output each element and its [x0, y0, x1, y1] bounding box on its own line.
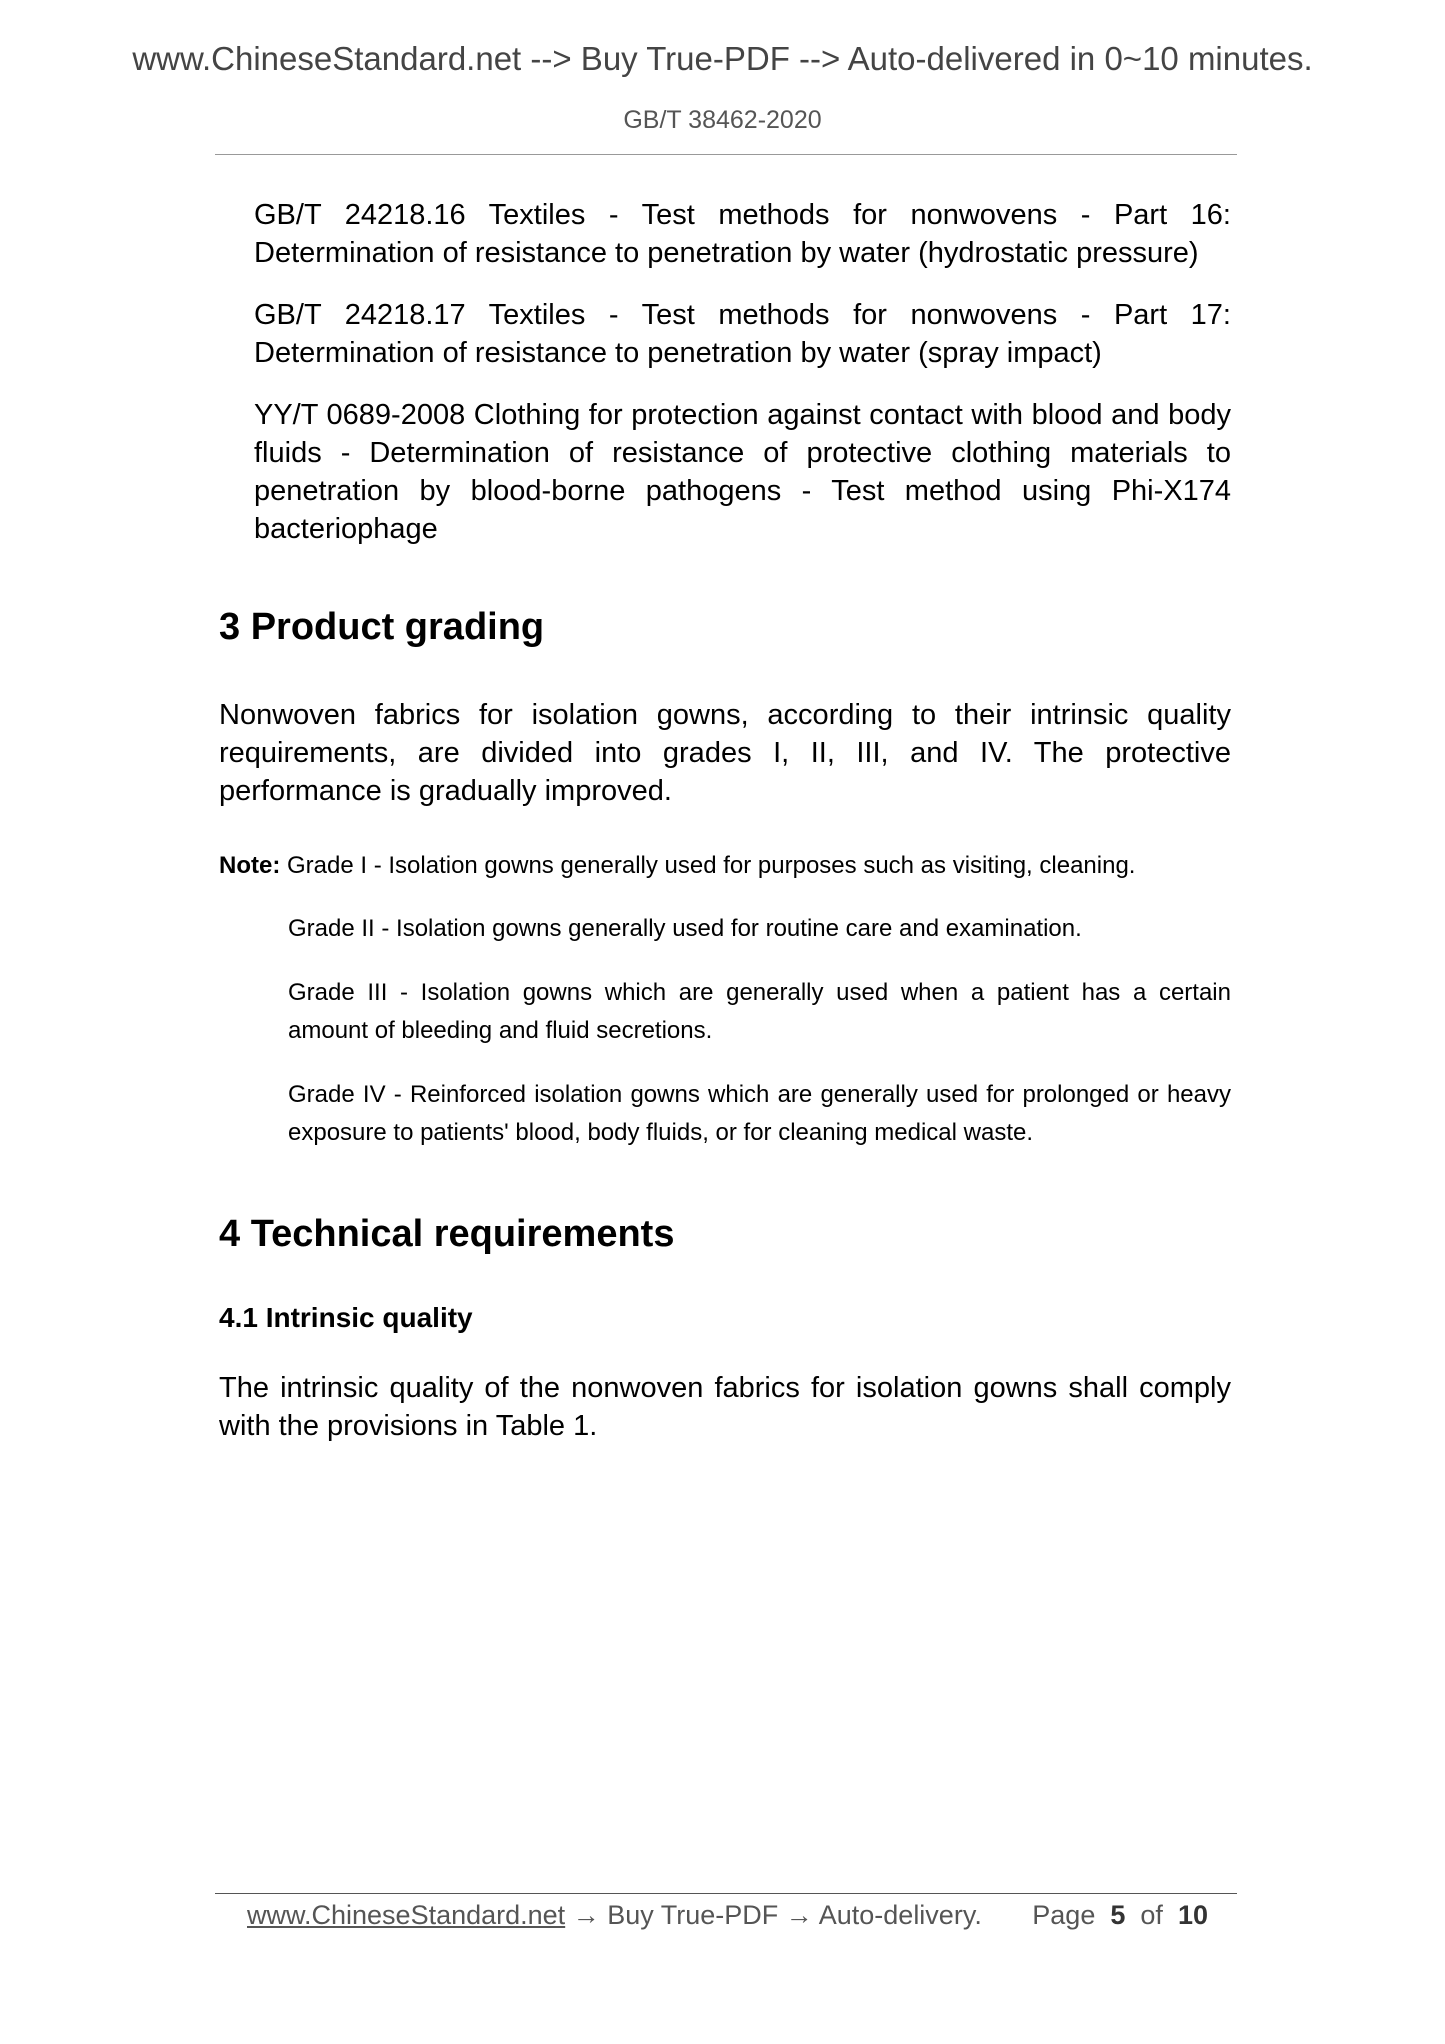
note-grade-1: Grade I - Isolation gowns generally used for purposes such as visiting, cleaning.	[287, 852, 1136, 879]
section-4-1-heading: 4.1 Intrinsic quality	[219, 1302, 473, 1333]
section-4-heading: 4 Technical requirements	[219, 1213, 675, 1255]
footer-site-link[interactable]: www.ChineseStandard.net	[247, 1900, 566, 1930]
note-label: Note:	[219, 852, 281, 879]
section-3-heading: 3 Product grading	[219, 606, 545, 648]
page-indicator	[1032, 1897, 1208, 1933]
footer-tagline: → Buy True-PDF → Auto-delivery.	[565, 1900, 982, 1930]
page-total: 10	[1177, 1900, 1208, 1930]
note-grade-2: Grade II - Isolation gowns generally used for routine care and examination.	[288, 915, 1082, 942]
note-grade-4: Grade IV - Reinforced isolation gowns which are generally used for prolonged or heavy exposure to patients' blood, body fluids, or for cleaning medical waste.	[288, 1081, 1231, 1146]
page-footer	[247, 1897, 1217, 1933]
page-word: Page	[1032, 1900, 1096, 1930]
footer-divider	[215, 1893, 1237, 1894]
reference-gbt-24218-17: GB/T 24218.17 Textiles - Test methods for nonwovens - Part 17: Determination of resistance to penetration by water (spray impact)	[254, 299, 1231, 369]
reference-yyt-0689: YY/T 0689-2008 Clothing for protection against contact with blood and body fluids - Determination of resistance of protective clothing materials to penetration by blood-borne pathogens - Test method using Phi-X174 bacteriophage	[254, 399, 1231, 545]
grading-note	[219, 848, 1231, 884]
page-current: 5	[1110, 1900, 1126, 1930]
of-word: of	[1140, 1900, 1163, 1930]
reference-gbt-24218-16: GB/T 24218.16 Textiles - Test methods for nonwovens - Part 16: Determination of resistance to penetration by water (hydrostatic pressure)	[254, 199, 1231, 269]
section-3-paragraph: Nonwoven fabrics for isolation gowns, according to their intrinsic quality requirements, are divided into grades I, II, III, and IV. The protective performance is gradually improved.	[219, 699, 1231, 807]
section-4-1-paragraph: The intrinsic quality of the nonwoven fabrics for isolation gowns shall comply with the provisions in Table 1.	[219, 1372, 1231, 1442]
page-content	[219, 196, 1231, 1445]
note-grade-3: Grade III - Isolation gowns which are generally used when a patient has a certain amount of bleeding and fluid secretions.	[288, 979, 1231, 1044]
document-code: GB/T 38462-2020	[623, 106, 822, 134]
header-divider	[215, 154, 1237, 155]
header-banner: www.ChineseStandard.net --> Buy True-PDF --> Auto-delivered in 0~10 minutes.	[132, 40, 1313, 77]
